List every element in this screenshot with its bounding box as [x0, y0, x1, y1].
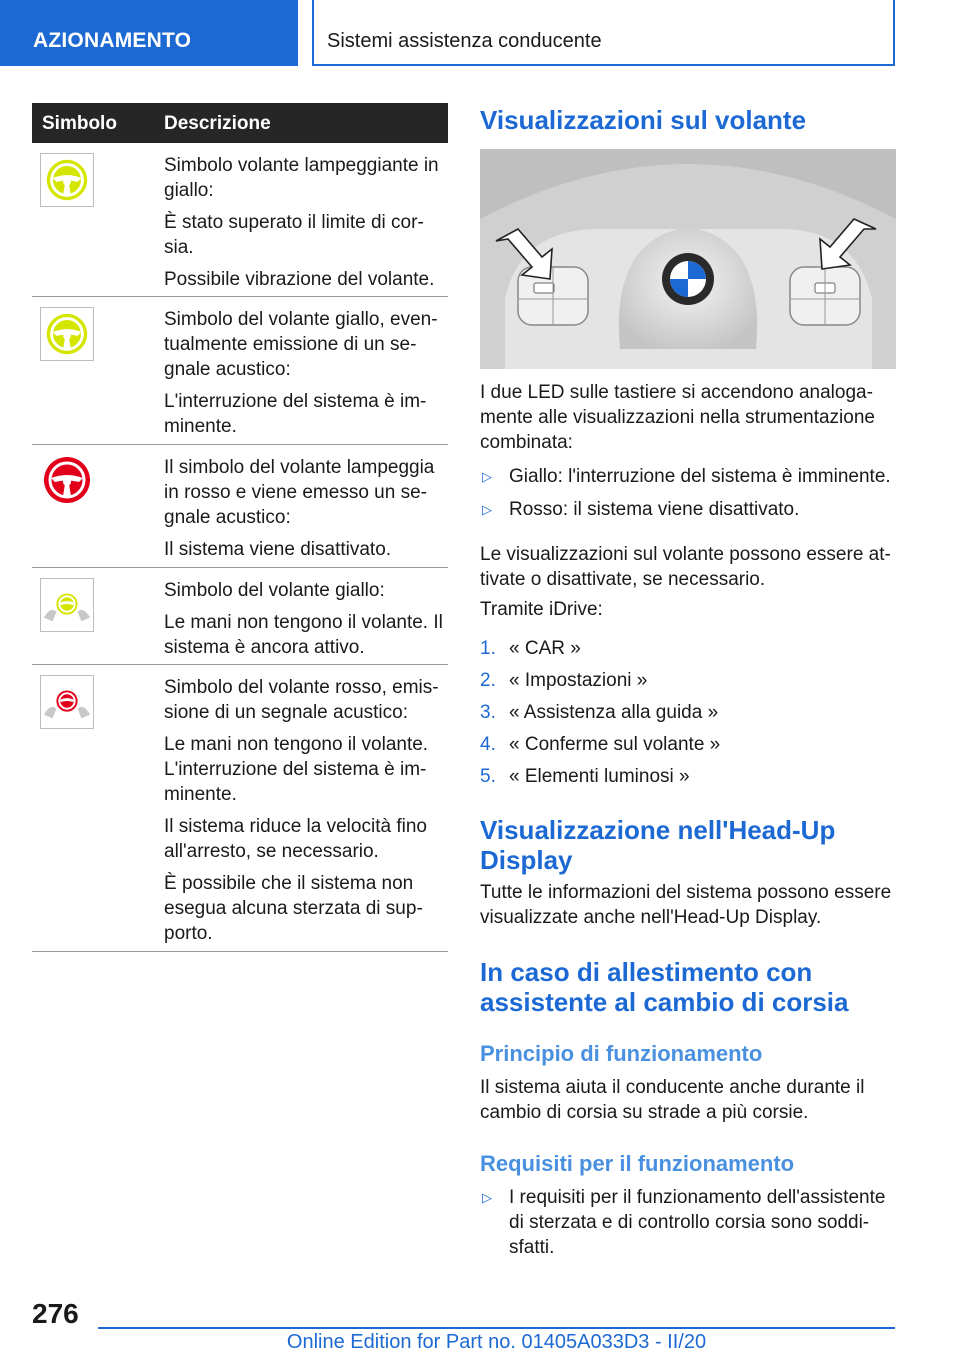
col-description-header: Descrizione — [164, 113, 271, 134]
row-5-line-1: Simbolo del volante rosso, emis- sione di un segnale acustico: — [164, 677, 439, 723]
list-item — [480, 1185, 896, 1260]
row-5-line-2: Le mani non tengono il volante. L'interruzione del sistema è im- minente. — [164, 734, 429, 805]
table-row — [32, 568, 448, 665]
step-text: « Impostazioni » — [509, 670, 648, 691]
page-number: 276 — [32, 1298, 79, 1329]
step-number: 1. — [480, 638, 496, 659]
paragraph-attivate: Le visualizzazioni sul volante possono essere at- tivate o disattivate, se necessario. — [480, 544, 891, 590]
triangle-bullet-icon: ▷ — [482, 1190, 492, 1205]
bullet-text: Giallo: l'interruzione del sistema è imminente. — [509, 466, 891, 487]
step-number: 3. — [480, 702, 496, 723]
triangle-bullet-icon: ▷ — [482, 469, 492, 484]
row-5-line-4: È possibile che il sistema non esegua alcuna sterzata di sup- porto. — [164, 873, 423, 944]
footer-edition: Online Edition for Part no. 01405A033D3 - II/20 — [286, 1331, 707, 1353]
paragraph-led: I due LED sulle tastiere si accendono analoga- mente alle visualizzazioni nella strumentazione combinata: — [480, 382, 875, 453]
list-item — [480, 497, 896, 522]
step-number: 2. — [480, 670, 496, 691]
heading-allestimento: In caso di allestimento con assistente al cambio di corsia — [480, 957, 849, 1017]
row-2-line-2: L'interruzione del sistema è im- minente. — [164, 391, 427, 437]
list-item — [480, 464, 896, 489]
step-text: « Conferme sul volante » — [509, 734, 721, 755]
bullet-text: Rosso: il sistema viene disattivato. — [509, 499, 800, 520]
row-1-line-1: Simbolo volante lampeggiante in giallo: — [164, 155, 439, 201]
heading-principio: Principio di funzionamento — [480, 1041, 763, 1066]
heading-volante-block — [480, 105, 896, 135]
table-row — [32, 297, 448, 445]
step-number: 5. — [480, 766, 496, 787]
hands-off-wheel-red-icon — [40, 675, 94, 729]
heading-requisiti: Requisiti per il funzionamento — [480, 1151, 795, 1176]
list-item — [480, 764, 896, 789]
table-row — [32, 445, 448, 568]
row-3-line-2: Il sistema viene disattivato. — [164, 539, 392, 560]
hands-off-wheel-yellow-icon — [40, 578, 94, 632]
paragraph-idrive: Tramite iDrive: — [480, 599, 603, 620]
steering-wheel-yellow-flashing-icon — [40, 153, 94, 207]
list-item — [480, 636, 896, 661]
chapter-title: Sistemi assistenza conducente — [327, 30, 602, 52]
step-number: 4. — [480, 734, 496, 755]
list-item — [480, 732, 896, 757]
triangle-bullet-icon: ▷ — [482, 502, 492, 517]
list-item — [480, 668, 896, 693]
paragraph-hud: Tutte le informazioni del sistema possono essere visualizzate anche nell'Head-Up Display. — [480, 882, 892, 928]
chapter-tab — [312, 0, 895, 66]
step-text: « Assistenza alla guida » — [509, 702, 719, 723]
steering-wheel-yellow-icon — [40, 307, 94, 361]
heading-visualizzazioni-volante: Visualizzazioni sul volante — [480, 105, 807, 135]
row-3-line-1: Il simbolo del volante lampeggia in rosso e viene emesso un se- gnale acustico: — [164, 457, 435, 528]
symbol-table — [32, 103, 448, 952]
heading-head-up-display: Visualizzazione nell'Head-Up Display — [480, 815, 836, 875]
bullet-text: I requisiti per il funzionamento dell'assistente di sterzata e di controllo corsia sono soddi- sfatti. — [509, 1187, 886, 1258]
row-2-line-1: Simbolo del volante giallo, even- tualmente emissione di un se- gnale acustico: — [164, 309, 438, 380]
steering-wheel-red-icon — [40, 453, 94, 507]
footer-divider — [98, 1327, 895, 1329]
list-item — [480, 700, 896, 725]
row-4-line-2: Le mani non tengono il volante. Il sistema è ancora attivo. — [164, 612, 443, 658]
table-row — [32, 143, 448, 297]
row-1-line-2: È stato superato il limite di cor- sia. — [164, 212, 424, 258]
table-header — [32, 103, 448, 143]
step-text: « CAR » — [509, 638, 581, 659]
row-5-line-3: Il sistema riduce la velocità fino all'arresto, se necessario. — [164, 816, 427, 862]
steering-wheel-photo — [480, 149, 896, 369]
row-1-line-3: Possibile vibrazione del volante. — [164, 269, 435, 290]
paragraph-principio: Il sistema aiuta il conducente anche durante il cambio di corsia su strade a più corsie. — [480, 1077, 865, 1123]
section-tab — [0, 0, 298, 66]
row-4-line-1: Simbolo del volante giallo: — [164, 580, 385, 601]
table-row — [32, 665, 448, 952]
col-symbol-header: Simbolo — [42, 113, 117, 134]
step-text: « Elementi luminosi » — [509, 766, 690, 787]
section-title: AZIONAMENTO — [33, 29, 192, 52]
